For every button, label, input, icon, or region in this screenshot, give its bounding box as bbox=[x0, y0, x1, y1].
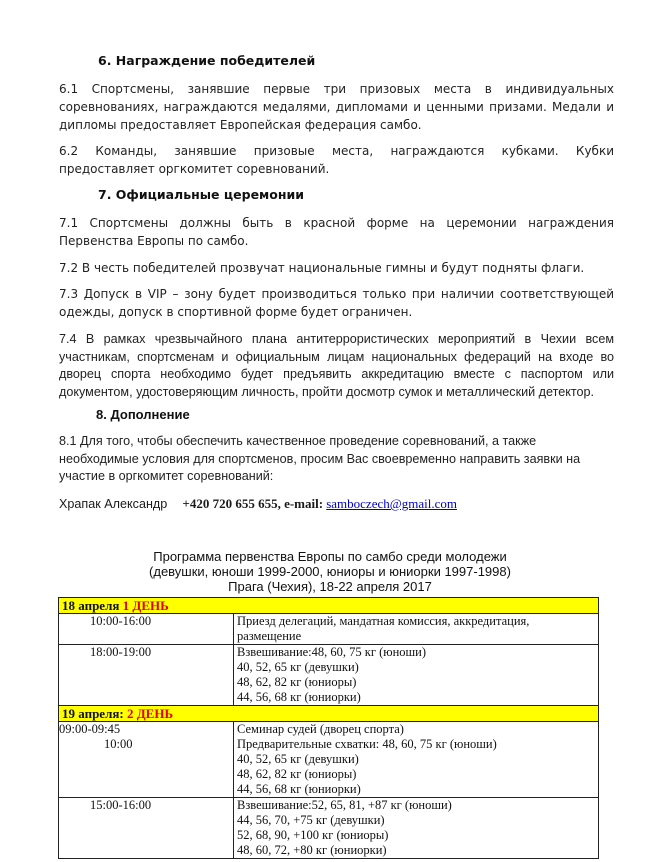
table-row bbox=[59, 645, 599, 706]
table-row bbox=[59, 798, 599, 859]
row-event: Взвешивание:48, 60, 75 кг (юноши) bbox=[237, 645, 427, 659]
row-event: 48, 62, 82 кг (юниоры) bbox=[237, 675, 357, 689]
contact-line bbox=[59, 496, 457, 512]
row-time: 10:00 bbox=[104, 737, 133, 751]
day-2-header bbox=[59, 706, 599, 722]
program-title bbox=[60, 549, 600, 594]
row-event: 40, 52, 65 кг (девушки) bbox=[237, 752, 359, 766]
row-event: Взвешивание:52, 65, 81, +87 кг (юноши) bbox=[237, 798, 452, 812]
row-event: 48, 60, 72, +80 кг (юниорки) bbox=[237, 843, 387, 857]
program-title-line-3: Прага (Чехия), 18-22 апреля 2017 bbox=[228, 579, 432, 594]
row-event: 48, 62, 82 кг (юниоры) bbox=[237, 767, 357, 781]
section-7-heading: 7. Официальные церемонии bbox=[98, 187, 304, 202]
contact-email-link[interactable]: samboczech@gmail.com bbox=[326, 496, 457, 511]
row-time: 09:00-09:45 bbox=[59, 722, 121, 736]
section-6-heading: 6. Награждение победителей bbox=[98, 53, 316, 68]
day-1-header bbox=[59, 598, 599, 614]
paragraph-7-3: 7.3 Допуск в VIP – зону будет производиться только при наличии соответствующей одежды, допуск в спортивной форме будет ограничен. bbox=[59, 287, 614, 319]
contact-phone: +420 720 655 655, e-mail: bbox=[182, 496, 324, 511]
paragraph-7-2: 7.2 В честь победителей прозвучат национальные гимны и будут подняты флаги. bbox=[59, 261, 585, 275]
paragraph-8-1: 8.1 Для того, чтобы обеспечить качественное проведение соревнований, а также необходимые условия для спортсменов, просим Вас своевременно направить заявки на участие в оргкомитет соревнований: bbox=[59, 434, 581, 483]
row-event: Семинар судей (дворец спорта) bbox=[237, 722, 404, 736]
section-8-heading: 8. Дополнение bbox=[96, 407, 190, 422]
paragraph-7-4: 7.4 В рамках чрезвычайного плана антитеррористических мероприятий в Чехии всем участникам, спортсменам и официальным лицам национальных федераций на входе во дворец спорта необходимо будет предъявить аккредитацию вместе с паспортом или документом, удостоверяющим личность, пройти досмотр сумок и металлический детектор. bbox=[59, 332, 614, 399]
program-title-line-2: (девушки, юноши 1999-2000, юниоры и юниорки 1997-1998) bbox=[149, 564, 511, 579]
day-1-label: 1 ДЕНЬ bbox=[122, 598, 169, 613]
row-event: 44, 56, 70, +75 кг (девушки) bbox=[237, 813, 385, 827]
row-event: 40, 52, 65 кг (девушки) bbox=[237, 660, 359, 674]
row-time: 10:00-16:00 bbox=[90, 614, 152, 628]
table-row bbox=[59, 614, 599, 645]
row-event: 52, 68, 90, +100 кг (юниоры) bbox=[237, 828, 389, 842]
row-event: Предварительные схватки: 48, 60, 75 кг (юноши) bbox=[237, 737, 497, 751]
schedule-table bbox=[58, 597, 599, 859]
paragraph-6-2: 6.2 Команды, занявшие призовые места, награждаются кубками. Кубки предоставляет оргкомитет соревнований. bbox=[59, 144, 614, 176]
row-event: 44, 56, 68 кг (юниорки) bbox=[237, 690, 361, 704]
day-1-date: 18 апреля bbox=[62, 598, 123, 613]
row-time: 18:00-19:00 bbox=[90, 645, 152, 659]
table-row bbox=[59, 722, 599, 798]
contact-name: Храпак Александр bbox=[59, 497, 168, 511]
row-event: 44, 56, 68 кг (юниорки) bbox=[237, 782, 361, 796]
row-time: 15:00-16:00 bbox=[90, 798, 152, 812]
paragraph-7-1: 7.1 Спортсмены должны быть в красной форме на церемонии награждения Первенства Европы по самбо. bbox=[59, 216, 614, 248]
program-title-line-1: Программа первенства Европы по самбо среди молодежи bbox=[153, 549, 507, 564]
day-2-label: 2 ДЕНЬ bbox=[126, 706, 174, 721]
day-2-date: 19 апреля: bbox=[62, 706, 127, 721]
row-event: Приезд делегаций, мандатная комиссия, аккредитация, размещение bbox=[237, 614, 530, 643]
paragraph-6-1: 6.1 Спортсмены, занявшие первые три призовых места в индивидуальных соревнованиях, награждаются медалями, дипломами и ценными призами. Медали и дипломы предоставляет Европейская федерация самбо. bbox=[59, 82, 614, 132]
